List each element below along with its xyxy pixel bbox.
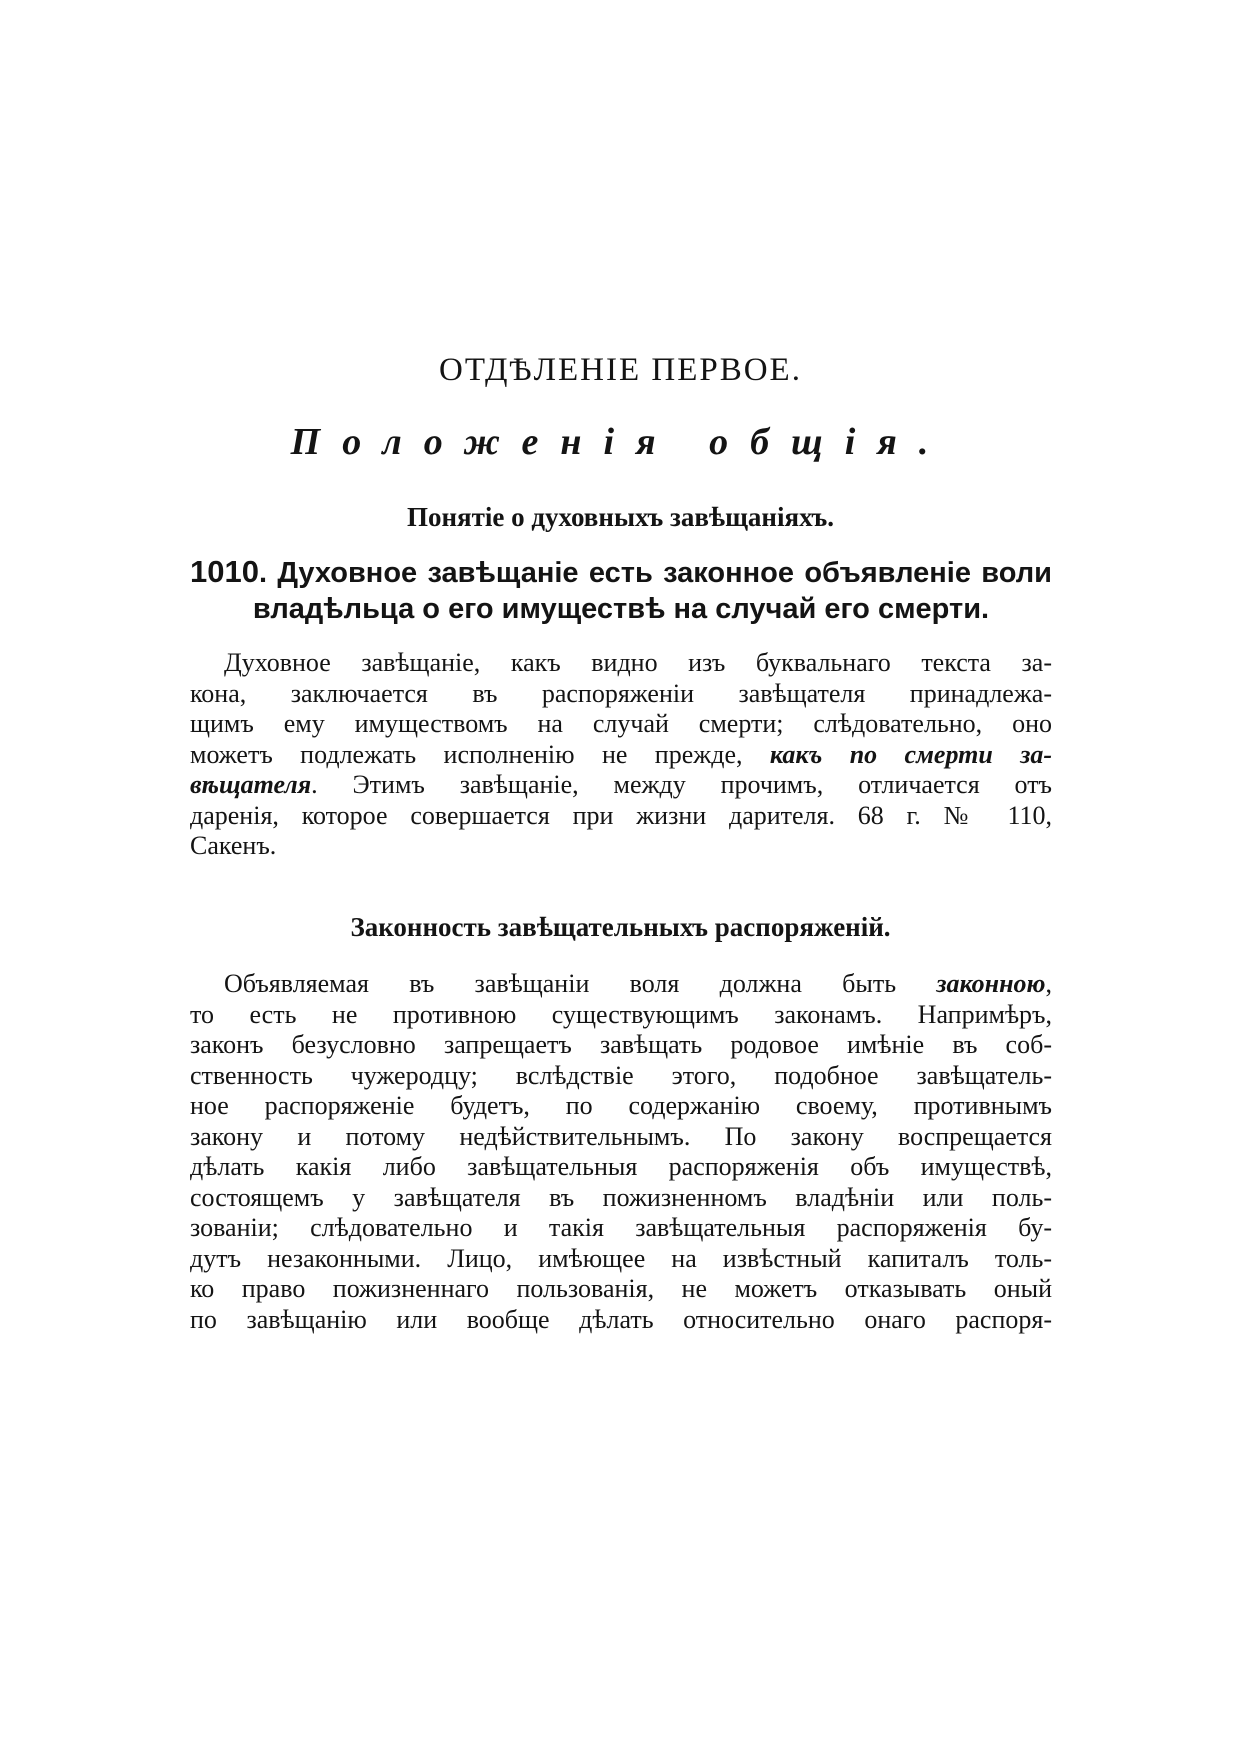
article-line-2: владѣльца о его имуществѣ на случай его смерти. (252, 593, 990, 625)
paragraph-line: по завѣщанію или вообще дѣлать относительно онаго распоря- (190, 1304, 1052, 1334)
paragraph-line: кона, заключается въ распоряженіи завѣщателя принадлежа- (190, 678, 1052, 708)
section-title: ОТДѢЛЕНІЕ ПЕРВОЕ. (439, 352, 802, 388)
article-line-1 (190, 554, 1052, 591)
article-text-1: . Духовное завѣщаніе есть законное объявленіе воли (258, 557, 1052, 589)
paragraph-line (190, 969, 1052, 1000)
paragraph-text: , (1045, 969, 1052, 998)
part-title: Положенія общія. (290, 421, 951, 463)
paragraph-line: ственность чужеродцу; вслѣдствіе этого, подобное завѣщатель- (190, 1060, 1052, 1090)
paragraph-line: даренія, которое совершается при жизни дарителя. 68 г. № 110, (190, 800, 1052, 830)
paragraph-text: можетъ подлежать исполненію не прежде, (190, 739, 770, 769)
commentary-paragraph-2 (190, 969, 1052, 1335)
subheading-concept: Понятіе о духовныхъ завѣщаніяхъ. (406, 502, 835, 532)
paragraph-line (190, 770, 1052, 801)
commentary-paragraph-1 (190, 648, 1052, 862)
paragraph-line (190, 740, 1052, 771)
paragraph-line: законъ безусловно запрещаетъ завѣщать родовое имѣніе въ соб- (190, 1030, 1052, 1059)
paragraph-line: ко право пожизненнаго пользованія, не можетъ отказывать оный (190, 1274, 1052, 1303)
subheading-legality: Законность завѣщательныхъ распоряженій. (350, 912, 891, 942)
paragraph-line: зованіи; слѣдовательно и такія завѣщательныя распоряженія бу- (190, 1213, 1052, 1242)
paragraph-line: дѣлать какія либо завѣщательныя распоряженія объ имуществѣ, (190, 1152, 1052, 1181)
paragraph-line: ное распоряженіе будетъ, по содержанію своему, противнымъ (190, 1091, 1052, 1120)
paragraph-line: Духовное завѣщаніе, какъ видно изъ буквальнаго текста за- (224, 648, 1052, 677)
emphasis-text: какъ по смерти за- (769, 739, 1052, 769)
paragraph-line: то есть не противною существующимъ законамъ. Напримѣръ, (190, 999, 1052, 1029)
paragraph-line: состоящемъ у завѣщателя въ пожизненномъ владѣніи или поль- (190, 1182, 1052, 1212)
paragraph-text: . Этимъ завѣщаніе, между прочимъ, отличается отъ (311, 770, 1052, 799)
article-1010 (190, 554, 1052, 627)
emphasis-text: вѣщателя (190, 770, 312, 799)
paragraph-line: Сакенъ. (190, 831, 277, 860)
paragraph-line: закону и потому недѣйствительнымъ. По закону воспрещается (190, 1121, 1052, 1151)
paragraph-text: Объявляемая въ завѣщаніи воля должна быть (224, 969, 937, 998)
paragraph-line: дутъ незаконными. Лицо, имѣющее на извѣстный капиталъ толь- (190, 1243, 1052, 1273)
paragraph-line: щимъ ему имуществомъ на случай смерти; слѣдовательно, оно (190, 709, 1052, 738)
emphasis-text: законною (936, 969, 1046, 998)
article-number: 1010 (190, 554, 259, 589)
